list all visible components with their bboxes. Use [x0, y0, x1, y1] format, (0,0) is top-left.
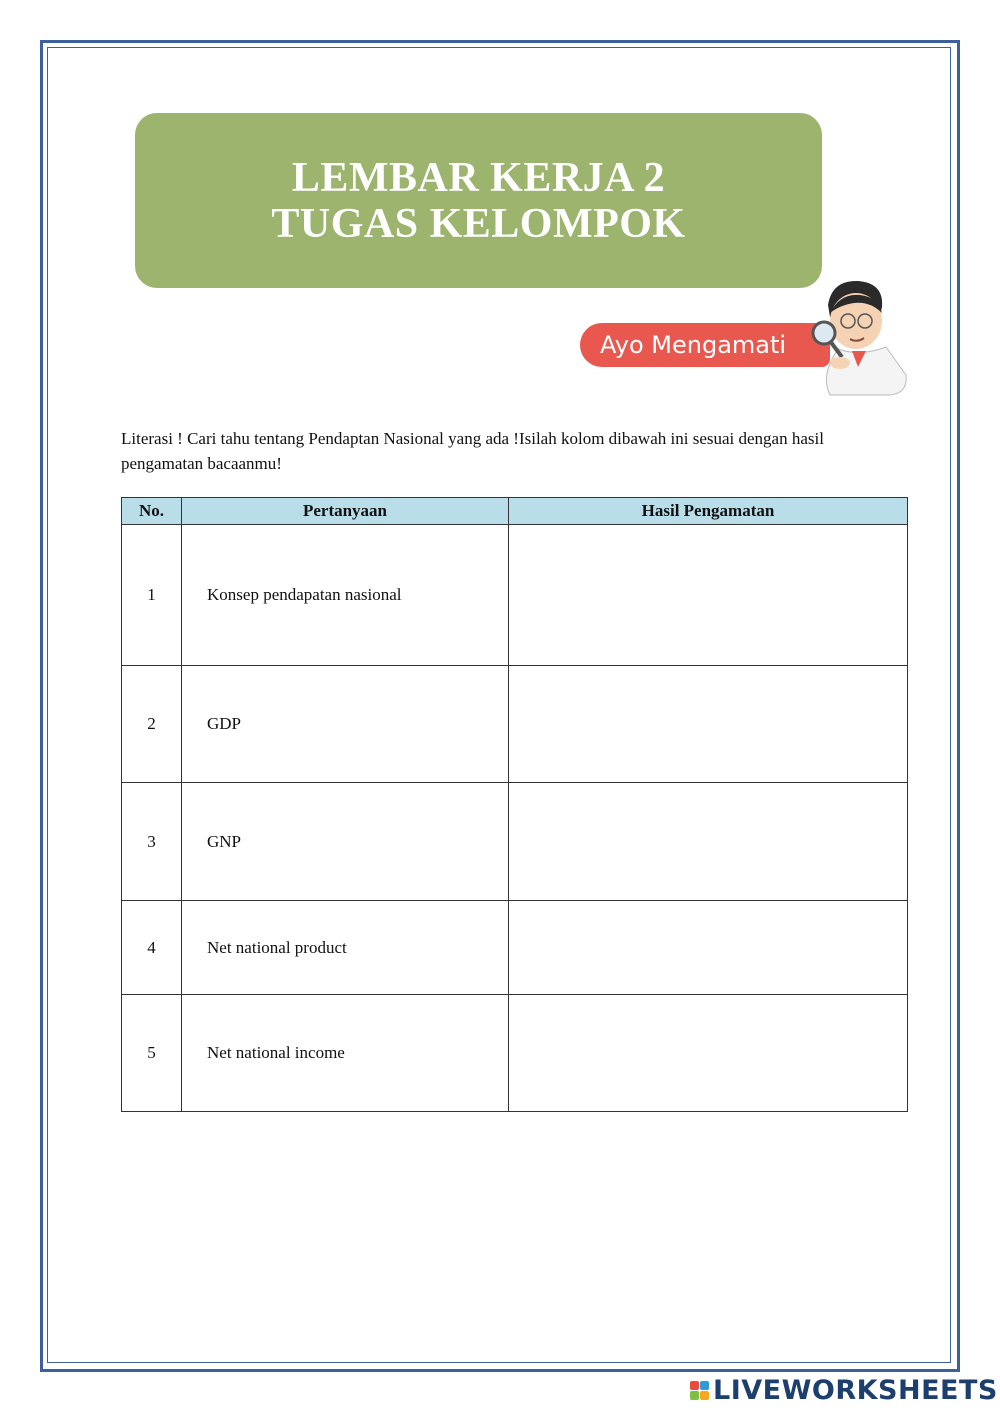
worksheet-title-line1: LEMBAR KERJA 2: [291, 154, 666, 201]
logo-square: [690, 1381, 699, 1390]
liveworksheets-logo: [690, 1374, 998, 1406]
logo-square: [700, 1391, 709, 1400]
header-observation: Hasil Pengamatan: [509, 498, 908, 525]
ayo-mengamati-badge: [570, 270, 920, 440]
observation-table: [121, 497, 908, 1112]
row-question: GDP: [182, 666, 509, 783]
row-number: 4: [122, 901, 182, 995]
instructions-text: Literasi ! Cari tahu tentang Pendaptan Nasional yang ada !Isilah kolom dibawah ini sesuai dengan hasil pengamatan bacaanmu!: [121, 429, 824, 473]
row-question: GNP: [182, 783, 509, 901]
row-question: Konsep pendapatan nasional: [182, 525, 509, 666]
logo-square: [700, 1381, 709, 1390]
liveworksheets-brand-text: LIVEWORKSHEETS: [713, 1374, 998, 1406]
row-question: Net national income: [182, 995, 509, 1112]
row-question: Net national product: [182, 901, 509, 995]
row-number: 2: [122, 666, 182, 783]
answer-field[interactable]: [509, 525, 908, 666]
row-number: 5: [122, 995, 182, 1112]
table-row: [122, 901, 908, 995]
row-number: 1: [122, 525, 182, 666]
worksheet-title-line2: TUGAS KELOMPOK: [271, 200, 686, 247]
logo-square: [690, 1391, 699, 1400]
row-number: 3: [122, 783, 182, 901]
answer-field[interactable]: [509, 783, 908, 901]
header-question: Pertanyaan: [182, 498, 509, 525]
header-no: No.: [122, 498, 182, 525]
answer-field[interactable]: [509, 901, 908, 995]
boy-with-magnifier-icon: [810, 275, 920, 405]
answer-field[interactable]: [509, 666, 908, 783]
liveworksheets-logo-icon: [690, 1381, 709, 1400]
answer-field[interactable]: [509, 995, 908, 1112]
table-row: [122, 783, 908, 901]
table-row: [122, 666, 908, 783]
table-row: [122, 995, 908, 1112]
table-row: [122, 525, 908, 666]
worksheet-title-box: [135, 113, 822, 288]
table-header-row: [122, 498, 908, 525]
ayo-mengamati-label: Ayo Mengamati: [580, 323, 830, 367]
